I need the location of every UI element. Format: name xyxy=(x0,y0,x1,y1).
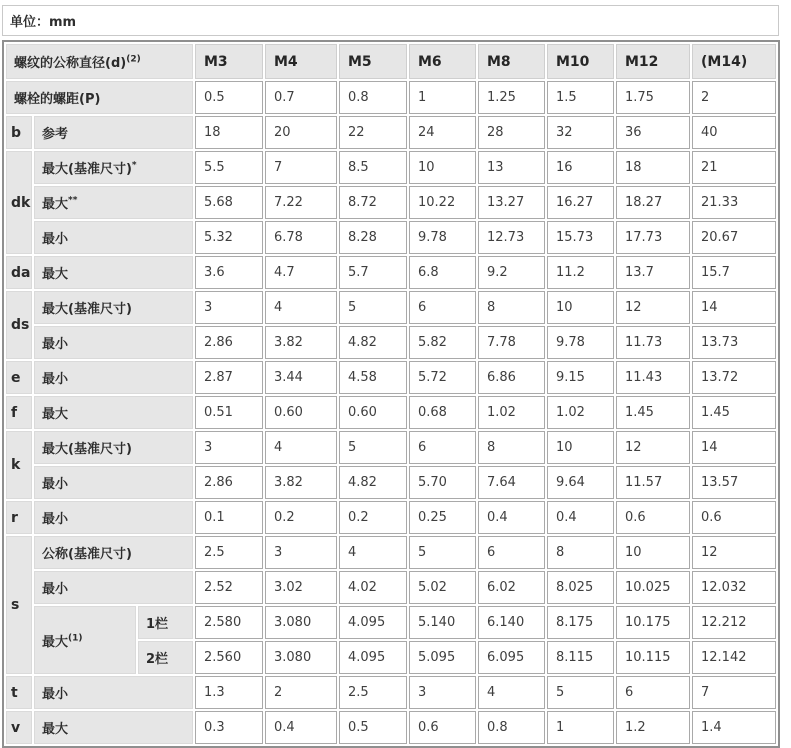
value-cell: 2.5 xyxy=(195,536,263,569)
value-cell: 5.5 xyxy=(195,151,263,184)
value-cell: 0.3 xyxy=(195,711,263,744)
value-cell: 5 xyxy=(409,536,476,569)
value-cell: 10.22 xyxy=(409,186,476,219)
value-cell: 5 xyxy=(339,431,407,464)
table-row xyxy=(6,221,776,254)
row-label: 最大(基准尺寸) xyxy=(34,291,193,324)
value-cell: 3.02 xyxy=(265,571,337,604)
value-cell: 8.115 xyxy=(547,641,614,674)
table-row xyxy=(6,44,776,79)
value-cell: 1 xyxy=(547,711,614,744)
value-cell: 4 xyxy=(339,536,407,569)
superscript: (1) xyxy=(68,633,83,644)
row-label: 最大** xyxy=(34,186,193,219)
row-sublabel: 1栏 xyxy=(138,606,193,639)
value-cell: 18 xyxy=(195,116,263,149)
row-letter: r xyxy=(6,501,32,534)
table-row xyxy=(6,431,776,464)
value-cell: 10 xyxy=(547,291,614,324)
value-cell: 4.095 xyxy=(339,606,407,639)
value-cell: 5.82 xyxy=(409,326,476,359)
value-cell: 9.2 xyxy=(478,256,545,289)
value-cell: 0.2 xyxy=(339,501,407,534)
row-label: 参考 xyxy=(34,116,193,149)
value-cell: 4.58 xyxy=(339,361,407,394)
value-cell: 20.67 xyxy=(692,221,776,254)
value-cell: 17.73 xyxy=(616,221,690,254)
column-header: M4 xyxy=(265,44,337,79)
value-cell: 1.25 xyxy=(478,81,545,114)
value-cell: 10.115 xyxy=(616,641,690,674)
value-cell: 8 xyxy=(478,291,545,324)
row-letter: f xyxy=(6,396,32,429)
value-cell: 7 xyxy=(265,151,337,184)
value-cell: 5 xyxy=(339,291,407,324)
value-cell: 6 xyxy=(616,676,690,709)
row-letter: k xyxy=(6,431,32,499)
value-cell: 3 xyxy=(195,431,263,464)
value-cell: 6.02 xyxy=(478,571,545,604)
row-letter: da xyxy=(6,256,32,289)
table-row xyxy=(6,361,776,394)
value-cell: 4 xyxy=(265,291,337,324)
value-cell: 3.44 xyxy=(265,361,337,394)
value-cell: 5.095 xyxy=(409,641,476,674)
table-row xyxy=(6,571,776,604)
row-label: 螺栓的螺距(P) xyxy=(6,81,193,114)
value-cell: 3.6 xyxy=(195,256,263,289)
value-cell: 7 xyxy=(692,676,776,709)
value-cell: 3.080 xyxy=(265,606,337,639)
value-cell: 24 xyxy=(409,116,476,149)
value-cell: 1.75 xyxy=(616,81,690,114)
table-row xyxy=(6,711,776,744)
value-cell: 8 xyxy=(478,431,545,464)
value-cell: 3 xyxy=(195,291,263,324)
row-label: 最大 xyxy=(34,711,193,744)
value-cell: 12.212 xyxy=(692,606,776,639)
value-cell: 3.82 xyxy=(265,326,337,359)
value-cell: 6.095 xyxy=(478,641,545,674)
column-header: M3 xyxy=(195,44,263,79)
value-cell: 0.4 xyxy=(547,501,614,534)
value-cell: 0.6 xyxy=(692,501,776,534)
value-cell: 4.02 xyxy=(339,571,407,604)
value-cell: 10 xyxy=(409,151,476,184)
value-cell: 28 xyxy=(478,116,545,149)
value-cell: 9.78 xyxy=(409,221,476,254)
superscript: ** xyxy=(68,195,78,206)
value-cell: 6 xyxy=(409,431,476,464)
value-cell: 12.142 xyxy=(692,641,776,674)
row-label: 最大$^{(1)}$ xyxy=(34,606,136,674)
value-cell: 7.22 xyxy=(265,186,337,219)
value-cell: 10 xyxy=(616,536,690,569)
value-cell: 11.2 xyxy=(547,256,614,289)
row-label: 螺纹的公称直径$(d)^{(2)}$ xyxy=(6,44,193,79)
row-letter: ds xyxy=(6,291,32,359)
value-cell: 20 xyxy=(265,116,337,149)
row-letter: dk xyxy=(6,151,32,254)
value-cell: 6 xyxy=(478,536,545,569)
value-cell: 2.86 xyxy=(195,466,263,499)
value-cell: 3 xyxy=(409,676,476,709)
table-row xyxy=(6,256,776,289)
value-cell: 13.57 xyxy=(692,466,776,499)
row-label: 最大(基准尺寸) xyxy=(34,431,193,464)
value-cell: 12 xyxy=(616,431,690,464)
value-cell: 11.43 xyxy=(616,361,690,394)
value-cell: 1.2 xyxy=(616,711,690,744)
column-header: M8 xyxy=(478,44,545,79)
row-letter: e xyxy=(6,361,32,394)
value-cell: 2.5 xyxy=(339,676,407,709)
table-row xyxy=(6,536,776,569)
row-label: 公称(基准尺寸) xyxy=(34,536,193,569)
value-cell: 12 xyxy=(692,536,776,569)
value-cell: 6.78 xyxy=(265,221,337,254)
value-cell: 0.6 xyxy=(616,501,690,534)
value-cell: 8.72 xyxy=(339,186,407,219)
value-cell: 12 xyxy=(616,291,690,324)
value-cell: 21 xyxy=(692,151,776,184)
value-cell: 4.82 xyxy=(339,466,407,499)
unit-label: 单位：mm xyxy=(2,5,779,36)
value-cell: 1 xyxy=(409,81,476,114)
value-cell: 13.73 xyxy=(692,326,776,359)
table-row xyxy=(6,186,776,219)
value-cell: 40 xyxy=(692,116,776,149)
value-cell: 13.72 xyxy=(692,361,776,394)
value-cell: 13.27 xyxy=(478,186,545,219)
row-letter: v xyxy=(6,711,32,744)
row-label: 最小 xyxy=(34,676,193,709)
value-cell: 7.64 xyxy=(478,466,545,499)
value-cell: 1.3 xyxy=(195,676,263,709)
value-cell: 11.73 xyxy=(616,326,690,359)
value-cell: 10 xyxy=(547,431,614,464)
value-cell: 5.32 xyxy=(195,221,263,254)
value-cell: 0.68 xyxy=(409,396,476,429)
row-label: 最小 xyxy=(34,571,193,604)
table-row xyxy=(6,466,776,499)
value-cell: 4 xyxy=(478,676,545,709)
value-cell: 3 xyxy=(265,536,337,569)
value-cell: 14 xyxy=(692,291,776,324)
value-cell: 3.82 xyxy=(265,466,337,499)
row-letter: b xyxy=(6,116,32,149)
screw-spec-table xyxy=(2,40,780,748)
value-cell: 13 xyxy=(478,151,545,184)
column-header: M6 xyxy=(409,44,476,79)
table-row xyxy=(6,396,776,429)
value-cell: 7.78 xyxy=(478,326,545,359)
table-row xyxy=(6,606,776,639)
value-cell: 14 xyxy=(692,431,776,464)
value-cell: 1.4 xyxy=(692,711,776,744)
value-cell: 16 xyxy=(547,151,614,184)
value-cell: 0.60 xyxy=(265,396,337,429)
value-cell: 0.5 xyxy=(195,81,263,114)
value-cell: 4.7 xyxy=(265,256,337,289)
value-cell: 3.080 xyxy=(265,641,337,674)
table-row xyxy=(6,291,776,324)
value-cell: 1.02 xyxy=(478,396,545,429)
row-label: 最小 xyxy=(34,326,193,359)
superscript: (2) xyxy=(126,54,141,65)
value-cell: 0.4 xyxy=(478,501,545,534)
row-letter: t xyxy=(6,676,32,709)
row-label: 最大 xyxy=(34,396,193,429)
value-cell: 18.27 xyxy=(616,186,690,219)
value-cell: 0.60 xyxy=(339,396,407,429)
table-row xyxy=(6,326,776,359)
value-cell: 13.7 xyxy=(616,256,690,289)
value-cell: 8.175 xyxy=(547,606,614,639)
value-cell: 6 xyxy=(409,291,476,324)
value-cell: 0.1 xyxy=(195,501,263,534)
table-row xyxy=(6,151,776,184)
row-label: 最小 xyxy=(34,466,193,499)
value-cell: 0.7 xyxy=(265,81,337,114)
value-cell: 2.86 xyxy=(195,326,263,359)
column-header: M10 xyxy=(547,44,614,79)
value-cell: 15.73 xyxy=(547,221,614,254)
column-header: (M14) xyxy=(692,44,776,79)
value-cell: 11.57 xyxy=(616,466,690,499)
value-cell: 10.025 xyxy=(616,571,690,604)
value-cell: 0.25 xyxy=(409,501,476,534)
value-cell: 0.2 xyxy=(265,501,337,534)
value-cell: 10.175 xyxy=(616,606,690,639)
value-cell: 2 xyxy=(265,676,337,709)
value-cell: 0.8 xyxy=(478,711,545,744)
value-cell: 22 xyxy=(339,116,407,149)
table-row xyxy=(6,501,776,534)
value-cell: 1.45 xyxy=(692,396,776,429)
value-cell: 9.78 xyxy=(547,326,614,359)
value-cell: 18 xyxy=(616,151,690,184)
value-cell: 12.032 xyxy=(692,571,776,604)
value-cell: 32 xyxy=(547,116,614,149)
value-cell: 5.70 xyxy=(409,466,476,499)
value-cell: 5.7 xyxy=(339,256,407,289)
value-cell: 15.7 xyxy=(692,256,776,289)
value-cell: 2.580 xyxy=(195,606,263,639)
value-cell: 0.4 xyxy=(265,711,337,744)
value-cell: 6.8 xyxy=(409,256,476,289)
value-cell: 8.28 xyxy=(339,221,407,254)
value-cell: 5.68 xyxy=(195,186,263,219)
column-header: M5 xyxy=(339,44,407,79)
value-cell: 4.095 xyxy=(339,641,407,674)
row-label: 最大 xyxy=(34,256,193,289)
value-cell: 1.5 xyxy=(547,81,614,114)
value-cell: 5.02 xyxy=(409,571,476,604)
value-cell: 21.33 xyxy=(692,186,776,219)
value-cell: 0.51 xyxy=(195,396,263,429)
value-cell: 8 xyxy=(547,536,614,569)
value-cell: 6.140 xyxy=(478,606,545,639)
value-cell: 16.27 xyxy=(547,186,614,219)
value-cell: 5.72 xyxy=(409,361,476,394)
value-cell: 1.02 xyxy=(547,396,614,429)
value-cell: 0.6 xyxy=(409,711,476,744)
table-row xyxy=(6,676,776,709)
value-cell: 5 xyxy=(547,676,614,709)
value-cell: 5.140 xyxy=(409,606,476,639)
table-row xyxy=(6,116,776,149)
value-cell: 1.45 xyxy=(616,396,690,429)
row-label: 最小 xyxy=(34,361,193,394)
value-cell: 6.86 xyxy=(478,361,545,394)
value-cell: 2.52 xyxy=(195,571,263,604)
row-label: 最大(基准尺寸)* xyxy=(34,151,193,184)
value-cell: 0.8 xyxy=(339,81,407,114)
value-cell: 12.73 xyxy=(478,221,545,254)
value-cell: 4 xyxy=(265,431,337,464)
column-header: M12 xyxy=(616,44,690,79)
value-cell: 0.5 xyxy=(339,711,407,744)
value-cell: 4.82 xyxy=(339,326,407,359)
table-row xyxy=(6,81,776,114)
value-cell: 2.87 xyxy=(195,361,263,394)
value-cell: 36 xyxy=(616,116,690,149)
row-sublabel: 2栏 xyxy=(138,641,193,674)
row-label: 最小 xyxy=(34,221,193,254)
value-cell: 9.15 xyxy=(547,361,614,394)
row-label: 最小 xyxy=(34,501,193,534)
value-cell: 8.5 xyxy=(339,151,407,184)
value-cell: 8.025 xyxy=(547,571,614,604)
value-cell: 9.64 xyxy=(547,466,614,499)
row-letter: s xyxy=(6,536,32,674)
superscript: * xyxy=(131,160,137,171)
value-cell: 2.560 xyxy=(195,641,263,674)
value-cell: 2 xyxy=(692,81,776,114)
